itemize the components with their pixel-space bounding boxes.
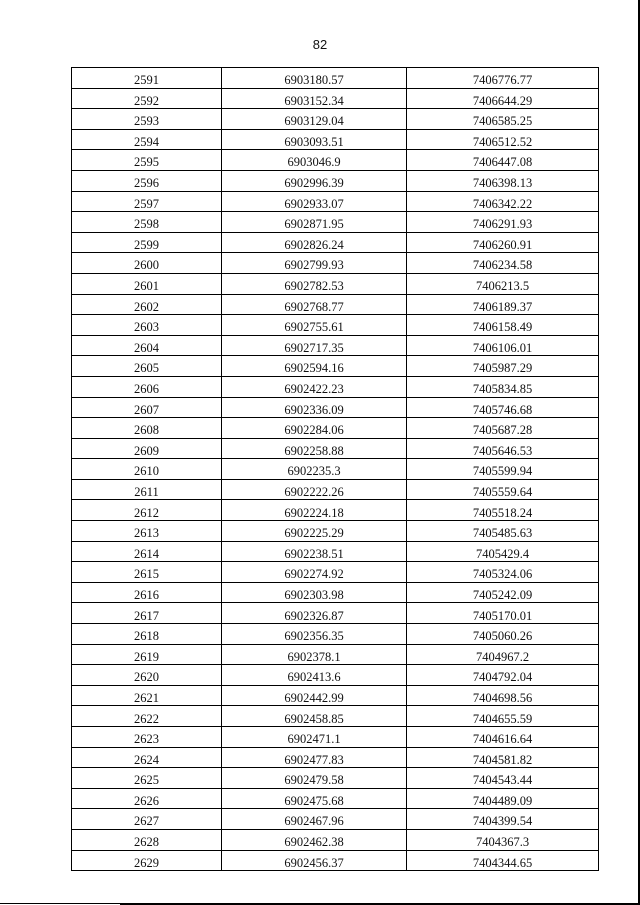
x-coordinate-cell: 6902422.23: [222, 376, 407, 397]
y-coordinate-cell: 7405746.68: [407, 397, 599, 418]
point-number-cell: 2627: [72, 809, 222, 830]
x-coordinate-cell: 6902871.95: [222, 212, 407, 233]
point-number-cell: 2617: [72, 603, 222, 624]
y-coordinate-cell: 7404581.82: [407, 747, 599, 768]
y-coordinate-cell: 7406585.25: [407, 109, 599, 130]
y-coordinate-cell: 7404344.65: [407, 850, 599, 871]
y-coordinate-cell: 7405242.09: [407, 582, 599, 603]
y-coordinate-cell: 7404655.59: [407, 706, 599, 727]
y-coordinate-cell: 7406106.01: [407, 335, 599, 356]
y-coordinate-cell: 7404616.64: [407, 727, 599, 748]
table-row: [72, 68, 599, 89]
table-row: [72, 438, 599, 459]
x-coordinate-cell: 6902413.6: [222, 665, 407, 686]
y-coordinate-cell: 7404543.44: [407, 768, 599, 789]
point-number-cell: 2599: [72, 232, 222, 253]
y-coordinate-cell: 7405599.94: [407, 459, 599, 480]
table-row: [72, 747, 599, 768]
x-coordinate-cell: 6902356.35: [222, 624, 407, 645]
x-coordinate-cell: 6902274.92: [222, 562, 407, 583]
x-coordinate-cell: 6902933.07: [222, 191, 407, 212]
y-coordinate-cell: 7404698.56: [407, 685, 599, 706]
point-number-cell: 2601: [72, 273, 222, 294]
x-coordinate-cell: 6902238.51: [222, 541, 407, 562]
y-coordinate-cell: 7405987.29: [407, 356, 599, 377]
point-number-cell: 2612: [72, 500, 222, 521]
point-number-cell: 2620: [72, 665, 222, 686]
x-coordinate-cell: 6902456.37: [222, 850, 407, 871]
table-row: [72, 500, 599, 521]
x-coordinate-cell: 6902475.68: [222, 788, 407, 809]
y-coordinate-cell: 7406342.22: [407, 191, 599, 212]
point-number-cell: 2600: [72, 253, 222, 274]
y-coordinate-cell: 7406260.91: [407, 232, 599, 253]
y-coordinate-cell: 7404367.3: [407, 829, 599, 850]
x-coordinate-cell: 6902471.1: [222, 727, 407, 748]
table-row: [72, 829, 599, 850]
point-number-cell: 2626: [72, 788, 222, 809]
point-number-cell: 2603: [72, 315, 222, 336]
x-coordinate-cell: 6903152.34: [222, 88, 407, 109]
y-coordinate-cell: 7406447.08: [407, 150, 599, 171]
table-row: [72, 170, 599, 191]
table-row: [72, 109, 599, 130]
y-coordinate-cell: 7404792.04: [407, 665, 599, 686]
x-coordinate-cell: 6902336.09: [222, 397, 407, 418]
x-coordinate-cell: 6902477.83: [222, 747, 407, 768]
point-number-cell: 2591: [72, 68, 222, 89]
table-row: [72, 582, 599, 603]
point-number-cell: 2608: [72, 418, 222, 439]
x-coordinate-cell: 6902222.26: [222, 479, 407, 500]
table-row: [72, 521, 599, 542]
y-coordinate-cell: 7405687.28: [407, 418, 599, 439]
point-number-cell: 2595: [72, 150, 222, 171]
point-number-cell: 2615: [72, 562, 222, 583]
point-number-cell: 2606: [72, 376, 222, 397]
point-number-cell: 2613: [72, 521, 222, 542]
y-coordinate-cell: 7405518.24: [407, 500, 599, 521]
point-number-cell: 2624: [72, 747, 222, 768]
y-coordinate-cell: 7406398.13: [407, 170, 599, 191]
point-number-cell: 2621: [72, 685, 222, 706]
x-coordinate-cell: 6902225.29: [222, 521, 407, 542]
x-coordinate-cell: 6902755.61: [222, 315, 407, 336]
table-row: [72, 356, 599, 377]
y-coordinate-cell: 7405429.4: [407, 541, 599, 562]
table-row: [72, 88, 599, 109]
y-coordinate-cell: 7406189.37: [407, 294, 599, 315]
table-row: [72, 665, 599, 686]
point-number-cell: 2592: [72, 88, 222, 109]
x-coordinate-cell: 6902258.88: [222, 438, 407, 459]
y-coordinate-cell: 7405170.01: [407, 603, 599, 624]
coordinates-table: [71, 67, 599, 871]
x-coordinate-cell: 6902458.85: [222, 706, 407, 727]
y-coordinate-cell: 7406512.52: [407, 129, 599, 150]
table-row: [72, 150, 599, 171]
point-number-cell: 2629: [72, 850, 222, 871]
point-number-cell: 2604: [72, 335, 222, 356]
table-row: [72, 768, 599, 789]
table-row: [72, 624, 599, 645]
point-number-cell: 2614: [72, 541, 222, 562]
point-number-cell: 2611: [72, 479, 222, 500]
point-number-cell: 2598: [72, 212, 222, 233]
table-row: [72, 315, 599, 336]
table-row: [72, 644, 599, 665]
x-coordinate-cell: 6902768.77: [222, 294, 407, 315]
x-coordinate-cell: 6902717.35: [222, 335, 407, 356]
point-number-cell: 2593: [72, 109, 222, 130]
table-row: [72, 706, 599, 727]
x-coordinate-cell: 6902378.1: [222, 644, 407, 665]
point-number-cell: 2628: [72, 829, 222, 850]
y-coordinate-cell: 7406234.58: [407, 253, 599, 274]
x-coordinate-cell: 6903129.04: [222, 109, 407, 130]
point-number-cell: 2607: [72, 397, 222, 418]
x-coordinate-cell: 6902467.96: [222, 809, 407, 830]
y-coordinate-cell: 7405646.53: [407, 438, 599, 459]
x-coordinate-cell: 6902996.39: [222, 170, 407, 191]
table-row: [72, 850, 599, 871]
table-row: [72, 541, 599, 562]
point-number-cell: 2618: [72, 624, 222, 645]
x-coordinate-cell: 6903046.9: [222, 150, 407, 171]
table-row: [72, 603, 599, 624]
point-number-cell: 2610: [72, 459, 222, 480]
table-row: [72, 562, 599, 583]
y-coordinate-cell: 7405324.06: [407, 562, 599, 583]
table-row: [72, 479, 599, 500]
x-coordinate-cell: 6903093.51: [222, 129, 407, 150]
x-coordinate-cell: 6902479.58: [222, 768, 407, 789]
x-coordinate-cell: 6902462.38: [222, 829, 407, 850]
point-number-cell: 2602: [72, 294, 222, 315]
point-number-cell: 2622: [72, 706, 222, 727]
x-coordinate-cell: 6902826.24: [222, 232, 407, 253]
y-coordinate-cell: 7404489.09: [407, 788, 599, 809]
y-coordinate-cell: 7405834.85: [407, 376, 599, 397]
table-row: [72, 273, 599, 294]
x-coordinate-cell: 6902235.3: [222, 459, 407, 480]
table-row: [72, 191, 599, 212]
point-number-cell: 2625: [72, 768, 222, 789]
table-row: [72, 397, 599, 418]
point-number-cell: 2609: [72, 438, 222, 459]
x-coordinate-cell: 6902284.06: [222, 418, 407, 439]
table-row: [72, 685, 599, 706]
y-coordinate-cell: 7406291.93: [407, 212, 599, 233]
x-coordinate-cell: 6902442.99: [222, 685, 407, 706]
y-coordinate-cell: 7405559.64: [407, 479, 599, 500]
table-row: [72, 212, 599, 233]
page-number: 82: [312, 37, 328, 52]
x-coordinate-cell: 6902224.18: [222, 500, 407, 521]
y-coordinate-cell: 7404967.2: [407, 644, 599, 665]
point-number-cell: 2596: [72, 170, 222, 191]
table-row: [72, 809, 599, 830]
point-number-cell: 2605: [72, 356, 222, 377]
x-coordinate-cell: 6902303.98: [222, 582, 407, 603]
point-number-cell: 2594: [72, 129, 222, 150]
y-coordinate-cell: 7404399.54: [407, 809, 599, 830]
x-coordinate-cell: 6902594.16: [222, 356, 407, 377]
table-row: [72, 788, 599, 809]
x-coordinate-cell: 6902782.53: [222, 273, 407, 294]
point-number-cell: 2597: [72, 191, 222, 212]
table-row: [72, 232, 599, 253]
x-coordinate-cell: 6903180.57: [222, 68, 407, 89]
table-row: [72, 294, 599, 315]
table-row: [72, 335, 599, 356]
table-row: [72, 129, 599, 150]
x-coordinate-cell: 6902799.93: [222, 253, 407, 274]
table-row: [72, 253, 599, 274]
y-coordinate-cell: 7406213.5: [407, 273, 599, 294]
y-coordinate-cell: 7406158.49: [407, 315, 599, 336]
y-coordinate-cell: 7406644.29: [407, 88, 599, 109]
table-row: [72, 459, 599, 480]
table-row: [72, 376, 599, 397]
y-coordinate-cell: 7405485.63: [407, 521, 599, 542]
x-coordinate-cell: 6902326.87: [222, 603, 407, 624]
table-row: [72, 727, 599, 748]
y-coordinate-cell: 7406776.77: [407, 68, 599, 89]
point-number-cell: 2619: [72, 644, 222, 665]
point-number-cell: 2616: [72, 582, 222, 603]
point-number-cell: 2623: [72, 727, 222, 748]
coordinates-table-body: [72, 68, 599, 871]
y-coordinate-cell: 7405060.26: [407, 624, 599, 645]
table-row: [72, 418, 599, 439]
